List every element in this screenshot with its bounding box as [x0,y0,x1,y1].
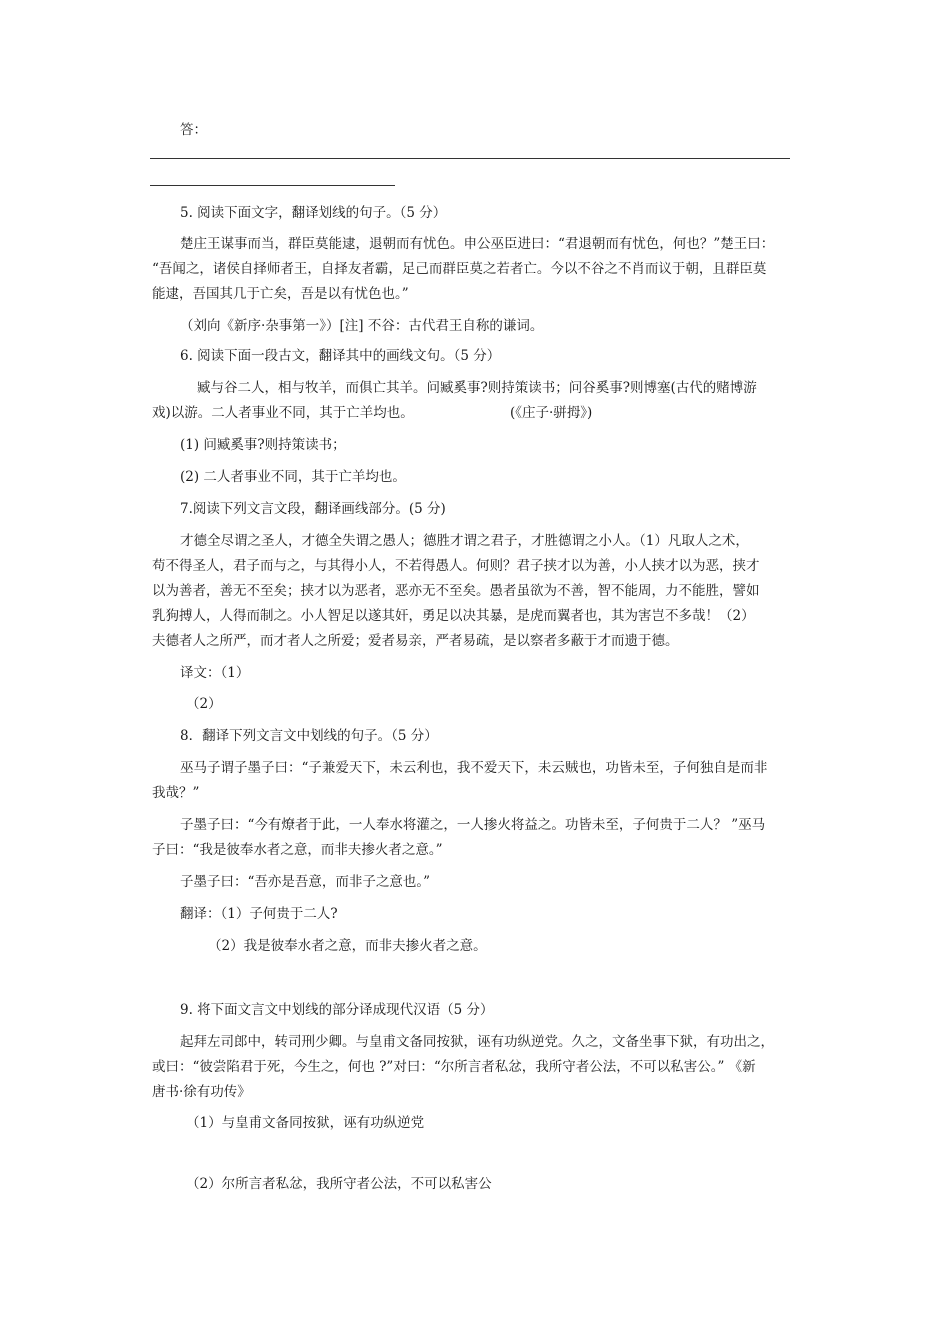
q9-item-2: （2）尔所言者私忿，我所守者公法，不可以私害公 [186,1176,492,1192]
q7-text-line-3: 以为善者，善无不至矣；挟才以为恶者，恶亦无不至矣。愚者虽欲为不善，智不能周，力不能胜，譬如 [152,583,760,599]
q5-source: （刘向《新序·杂事第一》）[注] 不谷：古代君王自称的谦词。 [180,318,544,334]
q9-text-line-1: 起拜左司郎中，转司刑少卿。与皇甫文备同按狱，诬有功纵逆党。久之，文备坐事下狱，有功出之， [180,1034,774,1050]
q7-text-line-1: 才德全尽谓之圣人，才德全失谓之愚人；德胜才谓之君子，才胜德谓之小人。（1）凡取人之术， [180,533,749,549]
q6-item-2: (2) 二人者事业不同，其于亡羊均也。 [180,469,406,485]
q9-heading: 9. 将下面文言文中划线的部分译成现代汉语（5 分） [180,1002,494,1018]
q6-text-line-2: 戏)以游。二人者事业不同，其于亡羊均也。 [152,405,414,421]
q6-source: (《庄子·骈拇》) [510,405,593,421]
q8-text-line-4: 子曰：“我是彼奉水者之意，而非夫掺火者之意。” [152,842,443,858]
q8-item-1: 翻译：（1）子何贵于二人? [180,906,338,922]
q9-text-line-2: 或曰：“彼尝陷君于死，今生之，何也 ?”对曰：“尔所言者私忿，我所守者公法，不可以私害公。” 《新 [152,1059,756,1075]
q8-text-line-1: 巫马子谓子墨子曰：“子兼爱天下，未云利也，我不爱天下，未云贼也，功皆未至，子何独自是而非 [180,760,768,776]
q5-text-line-2: “吾闻之，诸侯自择师者王，自择友者霸，足己而群臣莫之若者亡。今以不谷之不肖而议于朝，且群臣莫 [152,261,767,277]
q6-heading: 6. 阅读下面一段古文，翻译其中的画线文句。（5 分） [180,348,501,364]
q8-item-2: （2）我是彼奉水者之意，而非夫掺火者之意。 [208,938,487,954]
q9-item-1: （1）与皇甫文备同按狱，诬有功纵逆党 [186,1115,425,1131]
q5-text-line-1: 楚庄王谋事而当，群臣莫能逮，退朝而有忧色。申公巫臣进曰：“君退朝而有忧色，何也？”楚王曰： [180,236,775,252]
answer-line-1 [150,158,790,159]
q7-translation-1: 译文：（1） [180,665,250,681]
q7-text-line-5: 夫德者人之所严，而才者人之所爱；爱者易亲，严者易疏，是以察者多蔽于才而遗于德。 [152,633,679,649]
q7-text-line-2: 苟不得圣人，君子而与之，与其得小人，不若得愚人。何则？君子挟才以为善，小人挟才以为恶，挟才 [152,558,760,574]
answer-label: 答： [180,122,207,138]
q7-heading: 7.阅读下列文言文段，翻译画线部分。(5 分) [180,501,446,517]
q5-text-line-3: 能逮，吾国其几于亡矣，吾是以有忧色也。” [152,286,409,302]
q8-text-line-3: 子墨子曰：“今有燎者于此，一人奉水将灌之，一人掺火将益之。功皆未至，子何贵于二人？ ”巫马 [180,817,766,833]
q8-text-line-5: 子墨子曰：“吾亦是吾意，而非子之意也。” [180,874,431,890]
q7-translation-2: （2） [186,696,222,712]
q7-text-line-4: 乳狗搏人，人得而制之。小人智足以遂其奸，勇足以决其暴，是虎而翼者也，其为害岂不多哉！（2） [152,608,755,624]
q5-heading: 5. 阅读下面文字，翻译划线的句子。（5 分） [180,205,447,221]
q8-heading: 8．翻译下列文言文中划线的句子。（5 分） [180,728,438,744]
q9-text-line-3: 唐书·徐有功传》 [152,1084,251,1100]
answer-line-2 [150,185,395,186]
q6-item-1: (1) 问臧奚事?则持策读书； [180,437,346,453]
q6-text-line-1: 臧与谷二人，相与牧羊，而俱亡其羊。问臧奚事?则持策读书；问谷奚事?则博塞(古代的赌博游 [197,380,757,396]
q8-text-line-2: 我哉？” [152,785,200,801]
